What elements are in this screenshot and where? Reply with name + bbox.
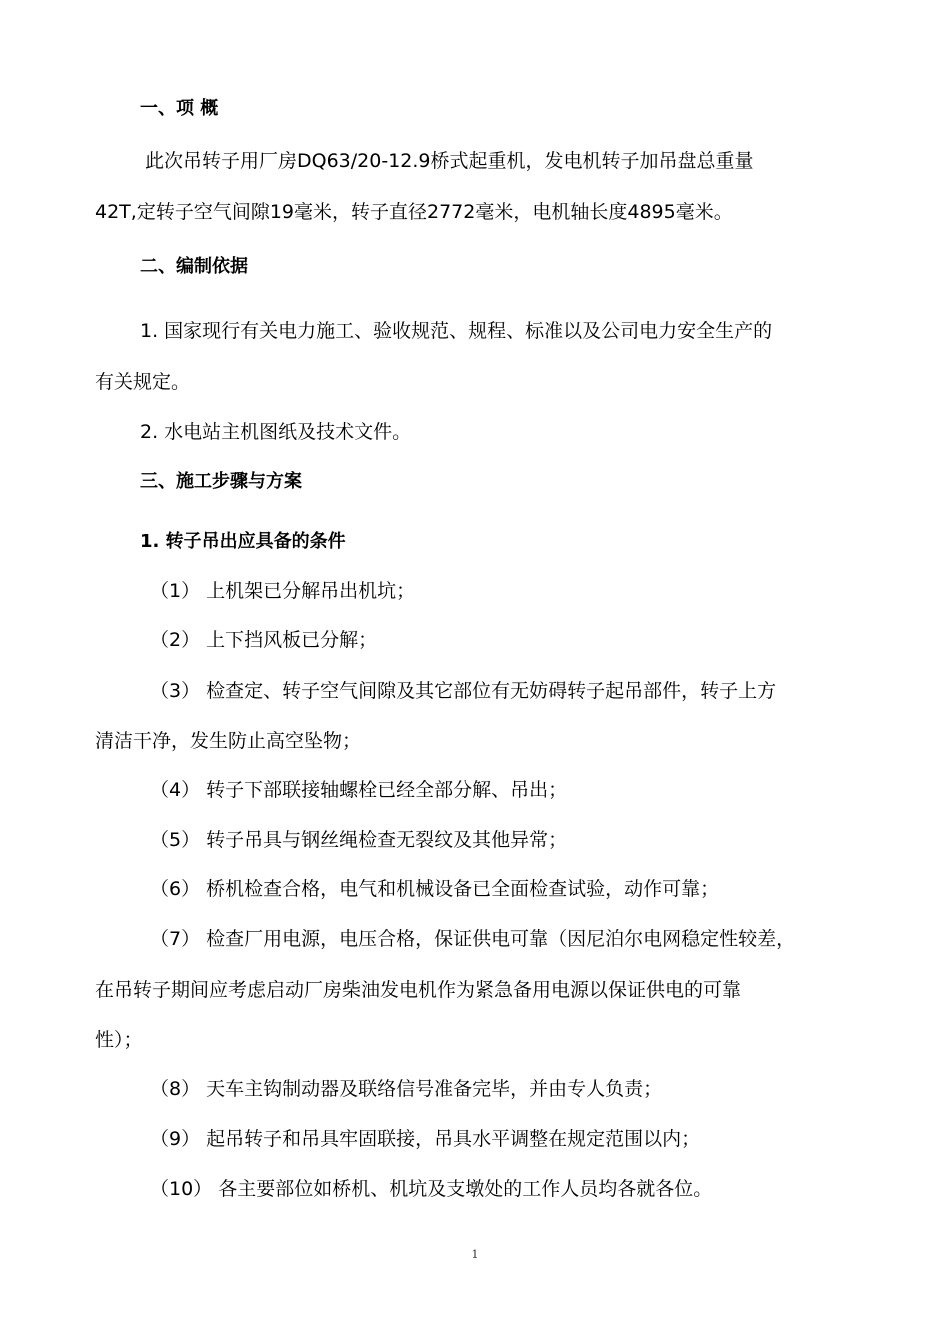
condition-item: （1） 上机架已分解吊出机坑； (150, 580, 416, 602)
condition-item-continued: 在吊转子期间应考虑启动厂房柴油发电机作为紧急备用电源以保证供电的可靠 (95, 979, 742, 1001)
paragraph-line: 42T,定转子空气间隙19毫米，转子直径2772毫米，电机轴长度4895毫米。 (95, 201, 733, 223)
page-number: 1 (471, 1248, 479, 1261)
section-heading-overview: 一、项 概 (140, 98, 219, 119)
section-heading-steps: 三、施工步骤与方案 (140, 471, 302, 492)
condition-item: （5） 转子吊具与钢丝绳检查无裂纹及其他异常； (150, 829, 568, 851)
condition-item: （8） 天车主钩制动器及联络信号准备完毕，并由专人负责； (150, 1078, 663, 1100)
section-heading-basis: 二、编制依据 (140, 256, 248, 277)
list-item-line: 1. 国家现行有关电力施工、验收规范、规程、标准以及公司电力安全生产的 (140, 320, 773, 342)
condition-item: （6） 桥机检查合格，电气和机械设备已全面检查试验，动作可靠； (150, 878, 720, 900)
list-item-line: 有关规定。 (95, 371, 191, 393)
condition-item: （9） 起吊转子和吊具牢固联接，吊具水平调整在规定范围以内； (150, 1128, 701, 1150)
subsection-heading: 1. 转子吊出应具备的条件 (140, 531, 346, 552)
condition-item-continued: 性）； (95, 1029, 143, 1051)
list-item: 2. 水电站主机图纸及技术文件。 (140, 421, 412, 443)
condition-item: （4） 转子下部联接轴螺栓已经全部分解、吊出； (150, 779, 568, 801)
condition-item: （3） 检查定、转子空气间隙及其它部位有无妨碍转子起吊部件，转子上方 (150, 680, 777, 702)
condition-item: （2） 上下挡风板已分解； (150, 629, 378, 651)
condition-item: （7） 检查厂用电源，电压合格，保证供电可靠（因尼泊尔电网稳定性较差， (150, 928, 796, 950)
paragraph-line: 此次吊转子用厂房DQ63/20-12.9桥式起重机，发电机转子加吊盘总重量 (145, 150, 754, 172)
condition-item: （10） 各主要部位如桥机、机坑及支墩处的工作人员均各就各位。 (150, 1178, 713, 1200)
condition-item-continued: 清洁干净，发生防止高空坠物； (95, 730, 362, 752)
